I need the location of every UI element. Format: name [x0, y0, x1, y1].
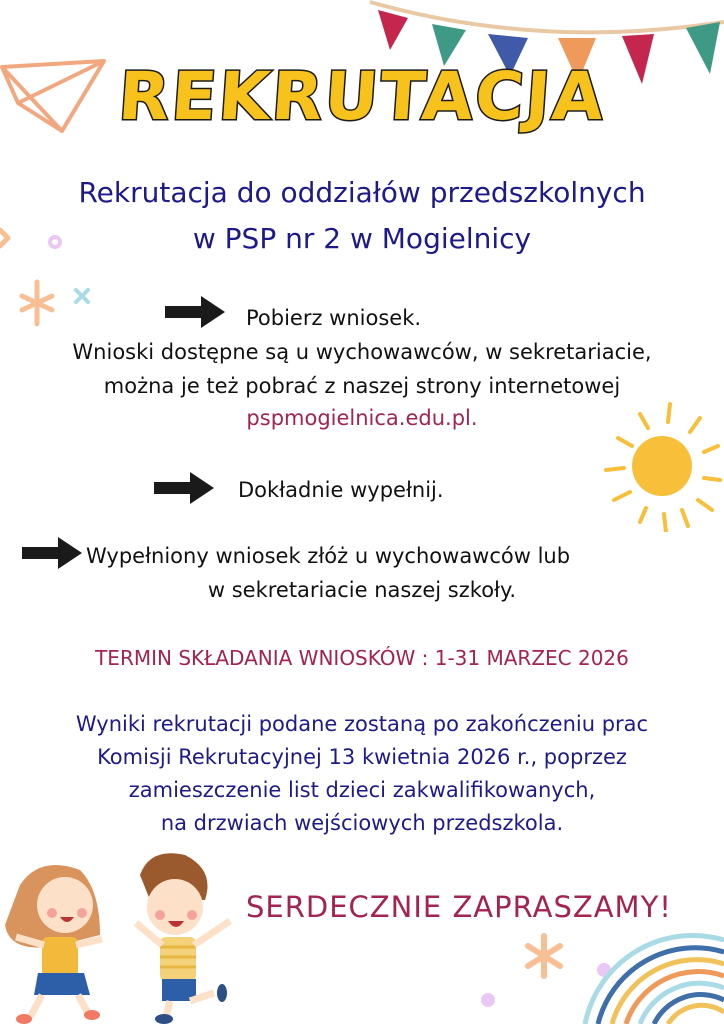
step-3-label: Wypełniony wniosek złóż u wychowawców lub: [86, 544, 571, 568]
step-1-label: Pobierz wniosek.: [246, 306, 422, 330]
results-line-1: Wyniki rekrutacji podane zostaną po zakończeniu prac: [75, 712, 649, 736]
sun-icon: [600, 398, 724, 532]
subtitle-line-1: Rekrutacja do oddziałów przedszkolnych: [78, 176, 646, 209]
children-illustration: [0, 845, 245, 1024]
results-info: [0, 708, 724, 840]
rainbow-icon: [470, 920, 724, 1024]
page-title: REKRUTACJA: [116, 58, 608, 135]
sparkle-icon: [0, 220, 110, 330]
arrow-right-icon: [20, 535, 84, 571]
closing-invitation: SERDECZNIE ZAPRASZAMY!: [246, 890, 672, 924]
step-1-detail-line-2: można je też pobrać z naszej strony internetowej: [103, 374, 621, 398]
results-line-2: Komisji Rekrutacyjnej 13 kwietnia 2026 r., poprzez: [97, 745, 627, 769]
deadline-text: TERMIN SKŁADANIA WNIOSKÓW : 1-31 MARZEC 2026: [95, 646, 629, 670]
arrow-right-icon: [163, 294, 227, 330]
results-line-3: zamieszczenie list dzieci zakwalifikowanych,: [128, 778, 596, 802]
arrow-right-icon: [152, 470, 216, 506]
step-2-label: Dokładnie wypełnij.: [238, 478, 444, 502]
step-1-detail-line-1: Wnioski dostępne są u wychowawców, w sekretariacie,: [72, 340, 652, 364]
subtitle-line-2: w PSP nr 2 w Mogielnicy: [192, 222, 532, 255]
results-line-4: na drzwiach wejściowych przedszkola.: [160, 811, 564, 835]
website-link[interactable]: pspmogielnica.edu.pl.: [246, 406, 478, 430]
step-3-line-2: w sekretariacie naszej szkoły.: [207, 578, 517, 602]
